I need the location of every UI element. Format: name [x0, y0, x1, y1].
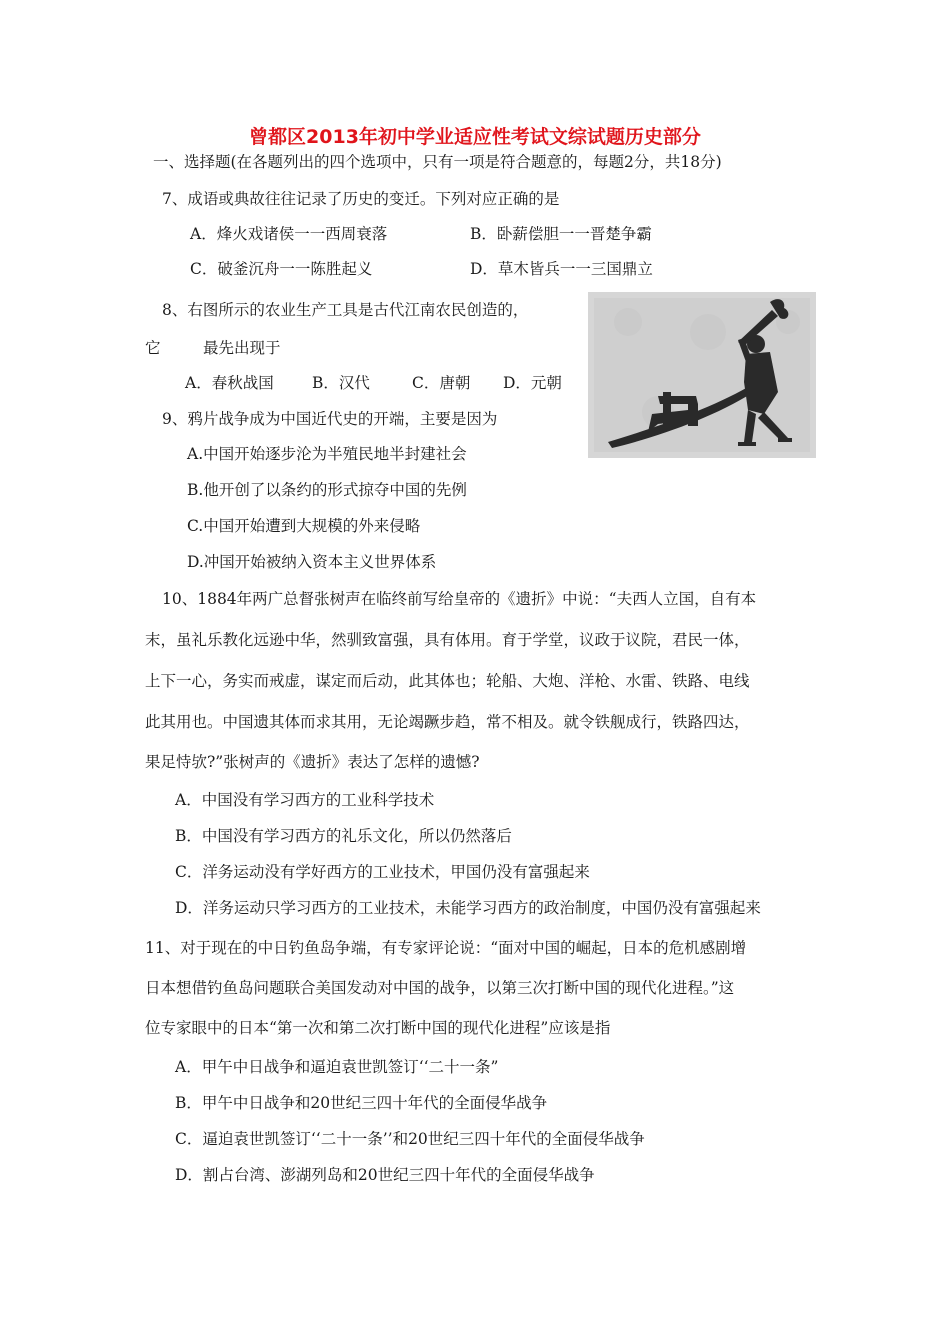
question-10-option-b: B．中国没有学习西方的礼乐文化，所以仍然落后 — [175, 827, 512, 845]
question-8-option-b: B．汉代 — [312, 374, 370, 392]
question-11-line-3: 位专家眼中的日本“第一次和第二次打断中国的现代化进程”应该是指 — [145, 1019, 611, 1037]
question-8-stem-continued-2: 最先出现于 — [203, 339, 281, 357]
question-10-line-4: 此其用也。中国遗其体而求其用，无论竭蹶步趋，常不相及。就令铁舰成行，铁路四达， — [145, 713, 750, 731]
question-11-line-2: 日本想借钓鱼岛问题联合美国发动对中国的战争，以第三次打断中国的现代化进程。”这 — [145, 979, 735, 997]
question-10-option-d: D．洋务运动只学习西方的工业技术，未能学习西方的政治制度，中国仍没有富强起来 — [175, 899, 761, 917]
page-title: 曾都区2013年初中学业适应性考试文综试题历史部分 — [249, 126, 701, 148]
question-10-line-3: 上下一心，务实而戒虚，谋定而后动，此其体也；轮船、大炮、洋枪、水雷、铁路、电线 — [145, 672, 750, 690]
section-heading: 一、选择题(在各题列出的四个选项中，只有一项是符合题意的，每题2分，共18分) — [153, 153, 722, 171]
question-10-line-1: 10、1884年两广总督张树声在临终前写给皇帝的《遗折》中说：“夫西人立国，自有本 — [162, 590, 757, 608]
question-11-line-1: 11、对于现在的中日钓鱼岛争端，有专家评论说：“面对中国的崛起，日本的危机感剧增 — [145, 939, 747, 957]
question-8-option-a: A．春秋战国 — [185, 374, 274, 392]
question-8-option-c: C．唐朝 — [412, 374, 471, 392]
question-9-option-d: D.冲国开始被纳入资本主义世界体系 — [187, 553, 437, 571]
question-8-stem-continued: 它 — [145, 339, 161, 357]
question-11-option-c: C．逼迫袁世凯签订‘‘二十一条’’和20世纪三四十年代的全面侵华战争 — [175, 1130, 645, 1148]
question-11-option-b: B．甲午中日战争和20世纪三四十年代的全面侵华战争 — [175, 1094, 548, 1112]
question-9-option-b: B.他开创了以条约的形式掠夺中国的先例 — [187, 481, 467, 499]
question-9-option-c: C.中国开始遭到大规模的外来侵略 — [187, 517, 421, 535]
question-7-stem: 7、成语或典故往往记录了历史的变迁。下列对应正确的是 — [162, 190, 560, 208]
question-7-option-d: D．草木皆兵一一三国鼎立 — [470, 260, 653, 278]
question-8-stem: 8、右图所示的农业生产工具是古代江南农民创造的， — [162, 301, 529, 319]
question-10-line-2: 末，虽礼乐教化远逊中华，然驯致富强，具有体用。育于学堂，议政于议院，君民一体， — [145, 631, 750, 649]
question-7-option-b: B．卧薪偿胆一一晋楚争霸 — [470, 225, 652, 243]
question-10-option-c: C．洋务运动没有学好西方的工业技术，甲国仍没有富强起来 — [175, 863, 590, 881]
plough-farmer-illustration — [588, 292, 816, 458]
question-11-option-a: A．甲午中日战争和逼迫袁世凯签订‘‘二十一条” — [175, 1058, 499, 1076]
question-7-option-c: C．破釜沉舟一一陈胜起义 — [190, 260, 373, 278]
question-10-line-5: 果足恃欤?”张树声的《遗折》表达了怎样的遗憾? — [145, 753, 480, 771]
question-8-option-d: D．元朝 — [503, 374, 562, 392]
question-11-option-d: D．割占台湾、澎湖列岛和20世纪三四十年代的全面侵华战争 — [175, 1166, 595, 1184]
question-9-stem: 9、鸦片战争成为中国近代史的开端，主要是因为 — [162, 410, 498, 428]
question-7-option-a: A．烽火戏诸侯一一西周衰落 — [190, 225, 388, 243]
question-10-option-a: A．中国没有学习西方的工业科学技术 — [175, 791, 435, 809]
question-9-option-a: A.中国开始逐步沦为半殖民地半封建社会 — [187, 445, 467, 463]
